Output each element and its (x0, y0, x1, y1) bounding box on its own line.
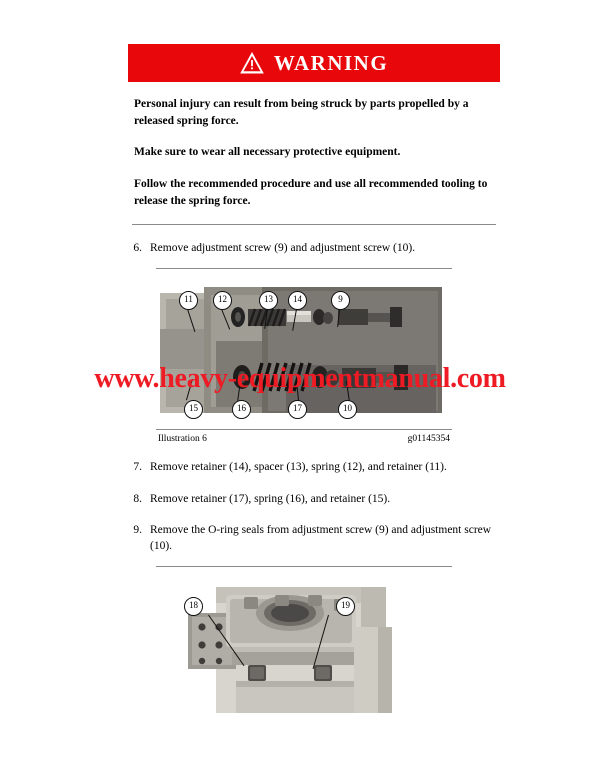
callout-10: 10 (338, 400, 357, 419)
step-8 (128, 491, 500, 507)
illustration-7-photo (156, 567, 452, 717)
callout-16: 16 (232, 400, 251, 419)
warning-banner (128, 44, 500, 82)
step-7-number: 7. (133, 461, 142, 474)
step-6 (128, 240, 500, 256)
illustration-6-graphic-id: g01145354 (407, 434, 450, 445)
warning-triangle-icon (240, 52, 264, 74)
warning-body (128, 82, 500, 225)
warning-paragraph-2: Make sure to wear all necessary protective equipment. (134, 146, 401, 159)
page-content (128, 44, 500, 717)
step-7-text: Remove retainer (14), spacer (13), spring (12), and retainer (11). (150, 461, 447, 474)
warning-label: WARNING (273, 50, 389, 75)
warning-paragraph-3: Follow the recommended procedure and use all recommended tooling to release the spring force. (134, 178, 488, 207)
callout-12: 12 (213, 291, 232, 310)
callout-19: 19 (336, 597, 355, 616)
illustration-6-figure (156, 268, 452, 444)
divider-after-warning (132, 224, 496, 225)
step-9 (128, 522, 500, 554)
illustration-7-image (156, 567, 452, 717)
step-8-number: 8. (133, 492, 142, 505)
callout-17: 17 (288, 400, 307, 419)
callout-13: 13 (259, 291, 278, 310)
watermark: www.heavy-equipmentmanual.com (94, 363, 506, 394)
step-7 (128, 459, 500, 475)
callout-14: 14 (288, 291, 307, 310)
warning-paragraph-1: Personal injury can result from being struck by parts propelled by a released spring force. (134, 98, 469, 127)
step-8-text: Remove retainer (17), spring (16), and retainer (15). (150, 492, 391, 505)
callout-15: 15 (184, 400, 203, 419)
step-6-number: 6. (133, 242, 142, 255)
illustration-7-figure (156, 566, 452, 717)
step-9-text: Remove the O-ring seals from adjustment screw (9) and adjustment screw (10). (150, 523, 492, 552)
illustration-6-caption (156, 430, 452, 444)
step-6-text: Remove adjustment screw (9) and adjustment screw (10). (150, 242, 416, 255)
callout-18: 18 (184, 597, 203, 616)
callout-9: 9 (331, 291, 350, 310)
illustration-6-caption-label: Illustration 6 (158, 434, 207, 445)
illustration-6-image (156, 269, 452, 427)
step-9-number: 9. (133, 523, 142, 536)
callout-11: 11 (179, 291, 198, 310)
